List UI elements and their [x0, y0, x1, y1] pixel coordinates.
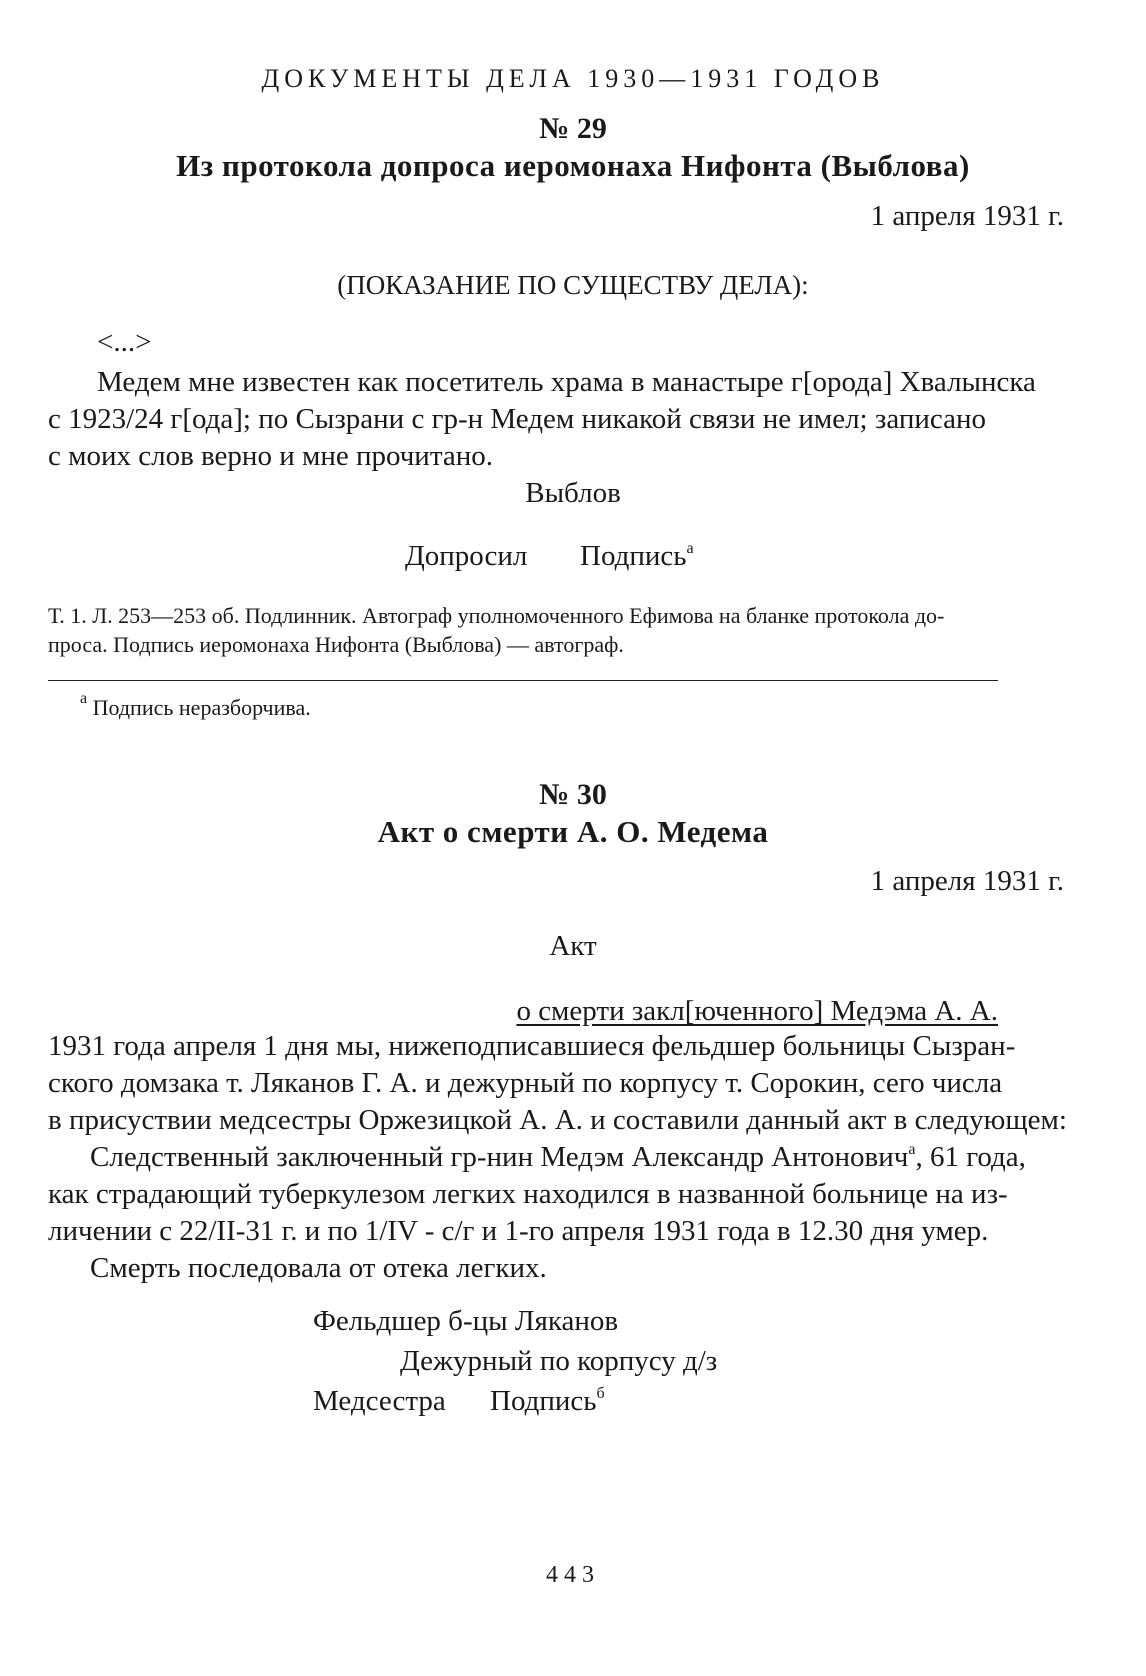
footnote-mark: б — [596, 1385, 605, 1402]
doc29-text-line: Медем мне известен как посетитель храма в манастыре г[орода] Хвалынска — [97, 366, 1036, 398]
doc30-sign-label: Подпись$^б$ — [490, 1385, 605, 1417]
doc30-date: 1 апреля 1931 г. — [870, 865, 1064, 897]
footnote-mark: а — [686, 540, 694, 557]
doc30-paragraph-line: как страдающий туберкулезом легких находился в названной больнице на из- — [48, 1178, 1008, 1210]
doc29-source-line: проса. Подпись иеромонаха Нифонта (Выблова) — автограф. — [48, 632, 624, 657]
doc29-interrogated-label: Допросил — [405, 540, 528, 572]
page-number: 443 — [546, 1562, 600, 1588]
doc29-text-line: с моих слов верно и мне прочитано. — [48, 440, 493, 472]
doc29-signature-label: Подпись$^а$ — [580, 540, 694, 572]
doc30-paragraph-line: ского домзака т. Ляканов Г. А. и дежурный по корпусу т. Сорокин, сего числа — [48, 1067, 1003, 1099]
footnote-divider — [48, 680, 998, 681]
doc29-signature: Выблов — [525, 477, 621, 509]
doc29-number: № 29 — [539, 112, 607, 145]
doc30-paragraph-line: 1931 года апреля 1 дня мы, нижеподписавшиеся фельдшер больницы Сызран- — [48, 1030, 1016, 1062]
running-head: ДОКУМЕНТЫ ДЕЛА 1930—1931 ГОДОВ — [261, 64, 885, 93]
doc30-act-subheading: о смерти закл[юченного] Медэма А. А. — [516, 995, 998, 1027]
doc29-date: 1 апреля 1931 г. — [870, 200, 1064, 232]
doc30-paragraph-line: Смерть последовала от отека легких. — [90, 1252, 547, 1284]
doc30-paragraph-line: личении с 22/II-31 г. и по 1/IV - с/г и 1-го апреля 1931 года в 12.30 дня умер. — [48, 1215, 989, 1247]
doc30-sign-nurse: Медсестра — [313, 1385, 446, 1417]
doc30-act-heading: Акт — [549, 930, 597, 962]
doc30-paragraph-line: в присуствии медсестры Оржезицкой А. А. и составили данный акт в следующем: — [48, 1104, 1067, 1136]
doc29-text-line: с 1923/24 г[ода]; по Сызрани с гр-н Медем никакой связи не имел; записано — [48, 403, 986, 435]
doc30-number: № 30 — [539, 778, 607, 811]
doc29-heading: (ПОКАЗАНИЕ ПО СУЩЕСТВУ ДЕЛА): — [337, 270, 809, 300]
footnote-mark: а — [80, 690, 88, 707]
doc30-sign-feldsher: Фельдшер б-цы Ляканов — [313, 1305, 619, 1337]
doc29-source-line: Т. 1. Л. 253—253 об. Подлинник. Автограф уполномоченного Ефимова на бланке протокола до- — [48, 603, 945, 628]
doc30-sign-duty: Дежурный по корпусу д/з — [400, 1345, 718, 1377]
doc30-title: Акт о смерти А. О. Медема — [377, 814, 769, 849]
doc29-ellipsis: <...> — [97, 326, 152, 358]
doc30-paragraph-line: Следственный заключенный гр-нин Медэм Александр Антонович$^а$, 61 года, — [90, 1141, 1026, 1173]
doc29-footnote: $^а$ Подпись неразборчива. — [80, 690, 311, 720]
footnote-mark: а — [908, 1141, 916, 1158]
doc29-title: Из протокола допроса иеромонаха Нифонта (Выблова) — [176, 148, 970, 183]
